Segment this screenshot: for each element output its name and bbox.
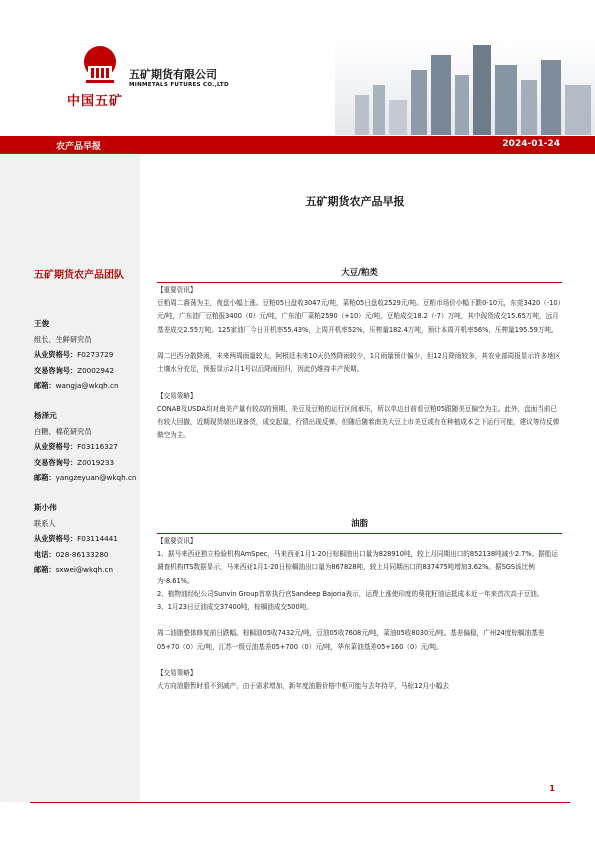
analyst-email: 邮箱：yangzeyuan@wkqh.cn [34,473,137,482]
paragraph: 2、植物油经纪公司Sunvin Group首席执行官Sandeep Bajoria表示，运费上涨使印度的葵花籽油运抵成本近一年来首次高于豆油。 [157,589,544,598]
report-banner [0,136,595,154]
report-date: 2024-01-24 [502,139,560,149]
analyst-card [34,408,136,486]
analyst-card [34,500,118,578]
city-skyline-image [335,40,595,135]
paragraph: 3、1月23日豆油成交37400吨，棕榈油成交500吨。 [157,603,313,612]
analyst-role: 组长、生鲜研究员 [34,334,92,344]
analyst-role: 联系人 [34,518,56,528]
company-name-cn: 五矿期货有限公司 [129,68,217,81]
analyst-phone: 电话：028-86133280 [34,549,109,559]
info-tag: 【重要资讯】 [157,537,197,545]
footer-divider [30,802,570,803]
analyst-email: 邮箱：wangja@wkqh.cn [34,381,119,390]
strategy-tag: 【交易策略】 [157,669,197,677]
paragraph: 1、据马来西亚独立检验机构AmSpec，马来西亚1月1-20日棕榈油出口量为828910吨，较上月同期出口的852138吨减少2.7%。据船运调查机构ITS数据显示，马来西亚1月1-20日棕榈油出口量为867828吨，较上月同期出口的837475吨增加3.62%。据SGS该比例为-8.61%。 [157,550,558,585]
page-header [0,0,595,135]
analyst-invest-id: 交易咨询号：Z0002942 [34,365,115,375]
section-divider [157,282,562,283]
analyst-name: 杨泽元 [34,411,57,420]
paragraph: 周二油脂整体修复前日跌幅。棕榈油05收7432元/吨，豆油05收7608元/吨，菜油05收8030元/吨。基差偏稳，广州24度棕榈油基差05+70（0）元/吨，江苏一级豆油基差05+700（0）元/吨，华东菜油基差05+160（0）元/吨。 [157,629,545,651]
page-number: 1 [549,784,555,793]
team-title: 五矿期货农产品团队 [34,270,124,281]
section-heading-soy: 大豆/粕类 [341,267,378,277]
analyst-qualification: 从业资格号：F03116327 [34,442,118,451]
analyst-name: 王俊 [34,319,50,328]
section-divider [157,533,562,534]
analyst-email: 邮箱：sxwei@wkqh.cn [34,565,114,574]
company-name-en: MINMETALS FUTURES CO.,LTD [129,82,229,88]
analyst-qualification: 从业资格号：F03114441 [34,534,118,543]
paragraph: CONAB及USDA均对南美产量有较高的预期，美豆及豆粕的运行区间承压，所以单边目前看豆粕05跟随美豆偏空为主。此外，盘面当前已有较大回撤，近期现货端出现备货，成交起量，行情出现反弹，但随后随着南美大豆上市美豆或有在种植成本之下运行可能，建议等待反弹做空为主。 [157,404,560,440]
paragraph: 周二巴西分散降雨，未来两周雨量较大，阿根廷未来10天仍然降雨较少，1月雨量预计偏少，但12月降雨较多，其农业部周报显示许多地区土壤水分充足，预报显示2月1号以后降雨回归，因此仍维持丰产预期。 [157,352,561,374]
paragraph: 豆粕周二震荡为主，夜盘小幅上涨。豆粕05日盘收3047元/吨，菜粕05日盘收2529元/吨。豆粕市场价小幅下跌0-10元，东莞3420（-10）元/吨，广东油厂豆粕报3400（0）元/吨，广东油厂菜粕2590（+10）元/吨，豆粕成交18.2（-7）万吨，其中现货成交15.65万吨，远月基差成交2.55万吨。125家油厂今日开机率55.43%，上周开机率52%，压榨量182.4万吨，预计本周开机率56%，压榨量195.59万吨。 [157,299,561,334]
analyst-role: 白糖、棉花研究员 [34,426,92,436]
paragraph: 大方向油脂暂时看不到减产，由于需求增加，新年度油脂价格中枢可能与去年持平，马棕12月小幅去 [157,682,449,691]
analyst-card [34,316,119,394]
analyst-qualification: 从业资格号：F0273729 [34,350,114,359]
document-title: 五矿期货农产品早报 [305,195,405,208]
oil-news-block [157,535,562,693]
section-heading-oil: 油脂 [351,518,368,528]
report-category: 农产品早报 [56,142,102,152]
soy-news-block [157,284,562,442]
minmetals-logo-icon [80,44,120,88]
logo-text: 中国五矿 [67,94,124,109]
analyst-name: 斯小伟 [34,503,57,512]
analyst-invest-id: 交易咨询号：Z0019233 [34,457,115,467]
info-tag: 【重要资讯】 [157,286,197,294]
strategy-tag: 【交易策略】 [157,391,197,400]
